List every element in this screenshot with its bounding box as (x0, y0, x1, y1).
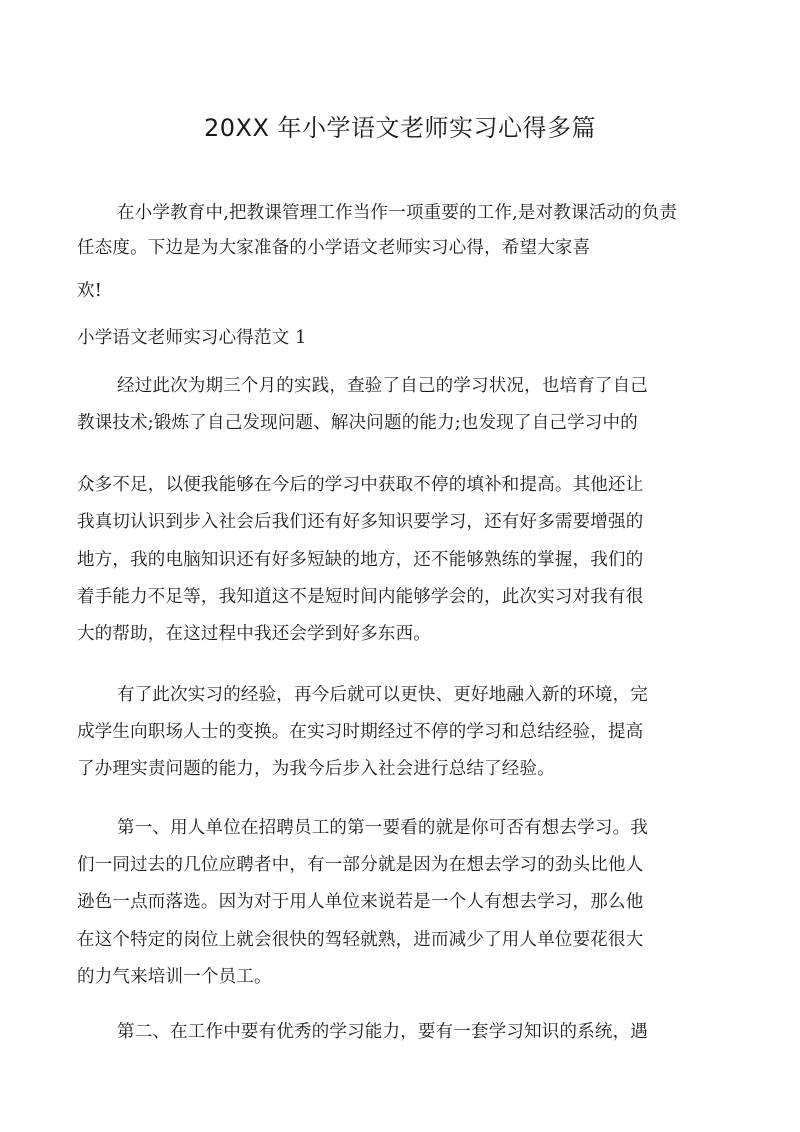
section-heading: 小学语文老师实习心得范文 1 (77, 328, 307, 348)
document-title: 20XX 年小学语文老师实习心得多篇 (203, 114, 597, 142)
paragraph-line: 经过此次为期三个月的实践，查验了自己的学习状况，也培育了自己 (117, 376, 648, 396)
paragraph-line: 成学生向职场人士的变换。在实习时期经过不停的学习和总结经验，提高 (77, 722, 644, 742)
paragraph-line: 的力气来培训一个员工。 (77, 967, 272, 987)
paragraph-line: 逊色一点而落选。因为对于用人单位来说若是一个人有想去学习，那么他 (77, 892, 644, 912)
paragraph-line: 教课技术;锻炼了自己发现问题、解决问题的能力;也发现了自己学习中的 (77, 413, 638, 433)
paragraph-line: 在这个特定的岗位上就会很快的驾轻就熟，进而减少了用人单位要花很大 (77, 930, 644, 950)
paragraph-line: 任态度。下边是为大家准备的小学语文老师实习心得，希望大家喜 (77, 238, 591, 258)
paragraph-line: 第一、用人单位在招聘员工的第一要看的就是你可否有想去学习。我 (117, 818, 648, 838)
paragraph-line: 我真切认识到步入社会后我们还有好多知识要学习，还有好多需要增强的 (77, 512, 644, 532)
paragraph-line: 有了此次实习的经验，再今后就可以更快、更好地融入新的环境，完 (117, 685, 648, 705)
paragraph-line: 在小学教育中,把教课管理工作当作一项重要的工作,是对教课活动的负责 (117, 203, 678, 223)
paragraph-line: 众多不足，以便我能够在今后的学习中获取不停的填补和提高。其他还让 (77, 475, 644, 495)
paragraph-line: 大的帮助，在这过程中我还会学到好多东西。 (77, 624, 431, 644)
paragraph-line: 欢! (77, 281, 102, 301)
paragraph-line: 地方，我的电脑知识还有好多短缺的地方，还不能够熟练的掌握，我们的 (77, 550, 644, 570)
paragraph-line: 们一同过去的几位应聘者中，有一部分就是因为在想去学习的劲头比他人 (77, 855, 644, 875)
paragraph-line: 着手能力不足等，我知道这不是短时间内能够学会的，此次实习对我有很 (77, 587, 644, 607)
paragraph-line: 第二、在工作中要有优秀的学习能力，要有一套学习知识的系统，遇 (117, 1022, 648, 1042)
paragraph-line: 了办理实责问题的能力，为我今后步入社会进行总结了经验。 (77, 759, 555, 779)
